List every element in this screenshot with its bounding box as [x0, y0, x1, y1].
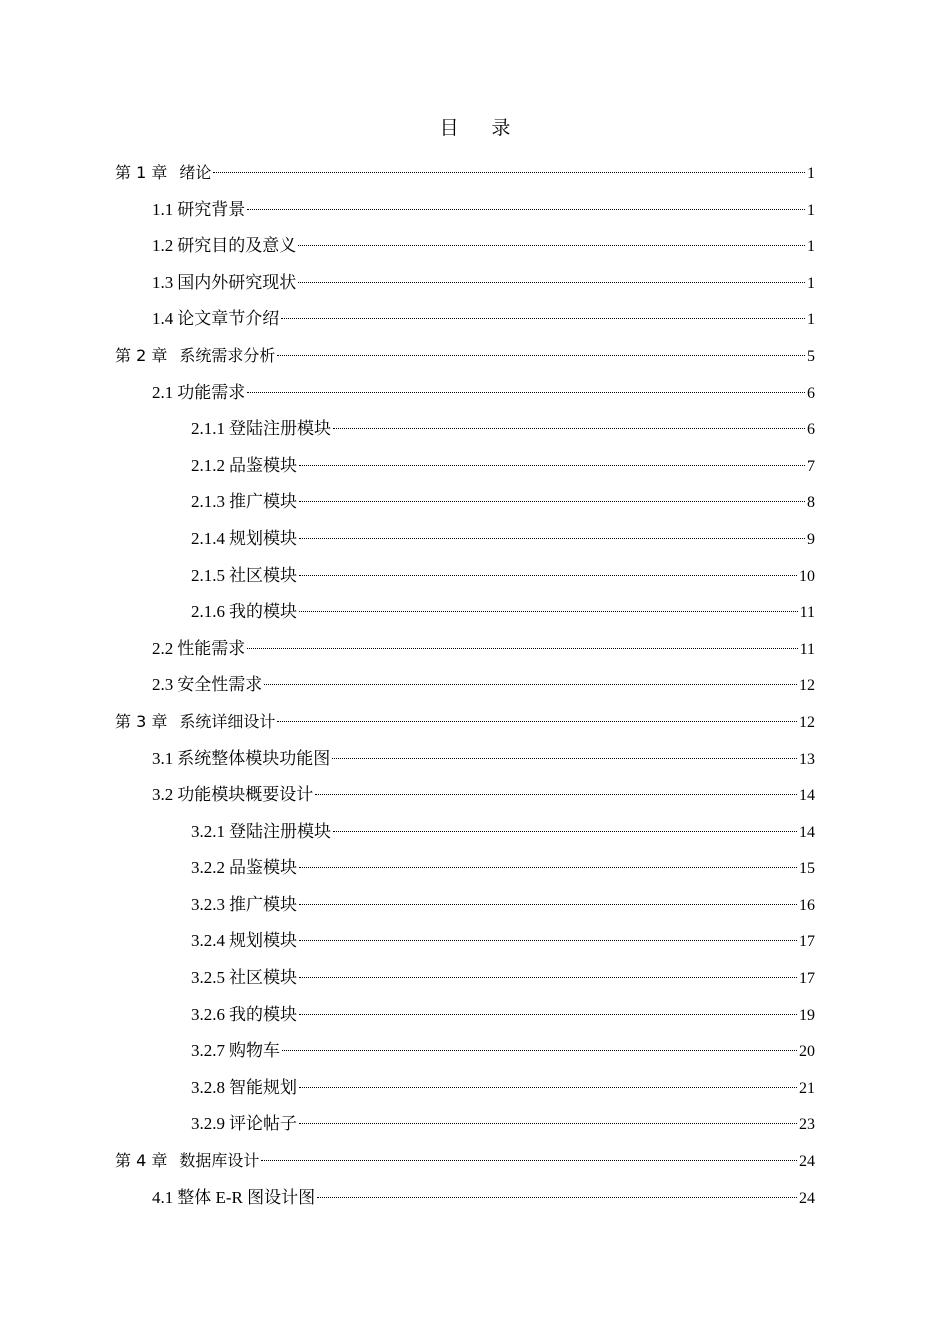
- toc-dot-leader: [298, 282, 805, 283]
- toc-dot-leader: [281, 318, 805, 319]
- toc-entry-level-3[interactable]: [115, 963, 815, 1000]
- toc-dot-leader: [298, 245, 805, 246]
- toc-entry-level-3[interactable]: [115, 487, 815, 524]
- toc-entry-level-2[interactable]: [115, 634, 815, 671]
- toc-entry-page: 12: [799, 677, 815, 695]
- page-title: 目 录: [439, 118, 525, 139]
- toc-entry-title: 推广模块: [229, 894, 297, 914]
- toc-entry-page: 21: [799, 1079, 815, 1097]
- toc-dot-leader: [264, 684, 797, 685]
- toc-entry-number: 3.2.3: [191, 894, 225, 914]
- toc-entry-title: 登陆注册模块: [229, 419, 331, 439]
- toc-entry-title: 购物车: [229, 1041, 280, 1061]
- toc-entry-title: 研究目的及意义: [177, 236, 297, 256]
- toc-entry-page: 1: [807, 238, 815, 256]
- toc-dot-leader: [299, 538, 805, 539]
- toc-entry-page: 7: [807, 457, 815, 475]
- toc-dot-leader: [299, 575, 797, 576]
- toc-entry-page: 24: [799, 1189, 815, 1207]
- toc-entry-level-3[interactable]: [115, 1109, 815, 1146]
- toc-entry-level-3[interactable]: [115, 890, 815, 927]
- toc-dot-leader: [299, 1014, 797, 1015]
- toc-entry-level-3[interactable]: [115, 926, 815, 963]
- toc-entry-title: 规划模块: [229, 931, 297, 951]
- toc-dot-leader: [315, 794, 797, 795]
- toc-entry-title: 我的模块: [229, 602, 297, 622]
- toc-entry-page: 8: [807, 494, 815, 512]
- toc-entry-number: 2.1.1: [191, 419, 225, 439]
- toc-entry-number: 3.2.7: [191, 1041, 225, 1061]
- toc-entry-title: 系统详细设计: [179, 711, 276, 731]
- toc-entry-page: 12: [799, 713, 815, 731]
- toc-entry-page: 1: [807, 165, 815, 182]
- toc-entry-number: 3.1: [152, 748, 174, 768]
- toc-entry-level-3[interactable]: [115, 1000, 815, 1037]
- toc-entry-level-2[interactable]: [115, 744, 815, 781]
- toc-entry-level-2[interactable]: [115, 304, 815, 341]
- toc-dot-leader: [213, 172, 805, 173]
- toc-entry-level-3[interactable]: [115, 1073, 815, 1110]
- toc-entry-level-3[interactable]: [115, 524, 815, 561]
- toc-entry-number: 1.2: [152, 236, 174, 256]
- toc-entry-title: 论文章节介绍: [177, 309, 280, 329]
- toc-entry-page: 14: [799, 787, 815, 805]
- toc-entry-page: 24: [799, 1153, 815, 1171]
- toc-entry-number: 1.1: [152, 199, 174, 219]
- toc-entry-level-1[interactable]: [115, 1146, 815, 1183]
- toc-entry-number: 3.2.1: [191, 821, 225, 841]
- toc-entry-level-2[interactable]: [115, 268, 815, 305]
- toc-entry-level-2[interactable]: [115, 670, 815, 707]
- toc-entry-page: 11: [799, 640, 815, 658]
- toc-entry-page: 20: [799, 1043, 815, 1061]
- toc-dot-leader: [299, 867, 797, 868]
- toc-entry-title: 评论帖子: [229, 1114, 297, 1134]
- toc-entry-title: 研究背景: [177, 199, 246, 219]
- toc-entry-page: 15: [799, 860, 815, 878]
- toc-entry-number: 3.2.6: [191, 1004, 225, 1024]
- toc-entry-page: 17: [799, 970, 815, 988]
- toc-entry-number: 第 2 章: [115, 345, 168, 365]
- toc-entry-number: 2.1.2: [191, 455, 225, 475]
- toc-entry-page: 19: [799, 1006, 815, 1024]
- toc-entry-title: 社区模块: [229, 968, 297, 988]
- toc-entry-number: 2.1.3: [191, 492, 225, 512]
- toc-entry-number: 第 4 章: [115, 1151, 168, 1171]
- toc-entry-number: 2.1.6: [191, 602, 225, 622]
- toc-entry-number: 第 3 章: [115, 711, 168, 731]
- toc-entry-level-2[interactable]: [115, 231, 815, 268]
- toc-entry-page: 11: [799, 604, 815, 622]
- toc-entry-title: 规划模块: [229, 528, 297, 548]
- toc-dot-leader: [299, 1087, 797, 1088]
- toc-entry-level-2[interactable]: [115, 780, 815, 817]
- toc-dot-leader: [247, 392, 805, 393]
- toc-entry-title: 品鉴模块: [229, 858, 297, 878]
- toc-entry-page: 6: [807, 421, 815, 439]
- toc-entry-level-3[interactable]: [115, 853, 815, 890]
- toc-entry-level-2[interactable]: [115, 1183, 815, 1220]
- toc-entry-level-1[interactable]: [115, 707, 815, 744]
- toc-entry-number: 2.2: [152, 638, 174, 658]
- toc-entry-level-3[interactable]: [115, 414, 815, 451]
- toc-entry-title: 社区模块: [229, 565, 297, 585]
- toc-entry-level-3[interactable]: [115, 451, 815, 488]
- toc-entry-page: 5: [807, 347, 815, 365]
- toc-entry-title: 国内外研究现状: [177, 272, 297, 292]
- toc-entry-title: 推广模块: [229, 492, 297, 512]
- toc-dot-leader: [247, 209, 805, 210]
- toc-dot-leader: [299, 611, 798, 612]
- toc-entry-number: 3.2.5: [191, 968, 225, 988]
- toc-entry-number: 3.2.2: [191, 858, 225, 878]
- toc-entry-number: 4.1: [152, 1187, 174, 1207]
- toc-entry-page: 14: [799, 823, 815, 841]
- toc-dot-leader: [299, 940, 797, 941]
- toc-entry-page: 17: [799, 933, 815, 951]
- toc-entry-page: 13: [799, 750, 815, 768]
- toc-entry-title: 系统整体模块功能图: [177, 748, 331, 768]
- toc-entry-title: 系统需求分析: [179, 345, 276, 365]
- toc-dot-leader: [333, 831, 797, 832]
- toc-dot-leader: [299, 977, 797, 978]
- toc-entry-page: 23: [799, 1116, 815, 1134]
- toc-dot-leader: [333, 428, 805, 429]
- toc-entry-page: 16: [799, 896, 815, 914]
- toc-entry-number: 3.2.4: [191, 931, 225, 951]
- toc-entry-number: 2.3: [152, 675, 174, 695]
- toc-entry-level-3[interactable]: [115, 817, 815, 854]
- toc-entry-page: 9: [807, 530, 815, 548]
- toc-entry-page: 10: [799, 567, 815, 585]
- toc-entry-page: 1: [807, 274, 815, 292]
- toc-dot-leader: [299, 1123, 797, 1124]
- toc-dot-leader: [299, 465, 805, 466]
- toc-entry-title: 功能需求: [177, 382, 246, 402]
- toc-entry-title: 品鉴模块: [229, 455, 297, 475]
- toc-entry-page: 1: [807, 311, 815, 329]
- toc-entry-level-3[interactable]: [115, 561, 815, 598]
- toc-entry-title: 性能需求: [177, 638, 246, 658]
- toc-entry-page: 1: [807, 201, 815, 219]
- toc-entry-number: 2.1.5: [191, 565, 225, 585]
- toc-dot-leader: [277, 355, 805, 356]
- toc-entry-title: 登陆注册模块: [229, 821, 331, 841]
- toc-entry-number: 2.1.4: [191, 528, 225, 548]
- toc-entry-number: 3.2: [152, 785, 174, 805]
- toc-dot-leader: [261, 1160, 797, 1161]
- toc-entry-number: 第 1 章: [115, 163, 168, 182]
- toc-entry-title: 我的模块: [229, 1004, 297, 1024]
- toc-entry-level-3[interactable]: [115, 1036, 815, 1073]
- toc-dot-leader: [299, 904, 797, 905]
- toc-entry-title: 整体 E-R 图设计图: [177, 1187, 316, 1207]
- toc-entry-title: 智能规划: [229, 1077, 297, 1097]
- toc-entry-number: 2.1: [152, 382, 174, 402]
- toc-entry-number: 3.2.8: [191, 1077, 225, 1097]
- toc-entry-number: 1.3: [152, 272, 174, 292]
- toc-entry-level-1[interactable]: [115, 158, 815, 195]
- toc-dot-leader: [332, 758, 797, 759]
- toc-entry-level-3[interactable]: [115, 597, 815, 634]
- toc-entry-title: 绪论: [179, 163, 212, 182]
- toc-dot-leader: [282, 1050, 797, 1051]
- toc-entry-title: 数据库设计: [179, 1151, 260, 1171]
- toc-entry-title: 安全性需求: [177, 675, 263, 695]
- toc-entry-level-2[interactable]: [115, 378, 815, 415]
- table-of-contents: [115, 158, 815, 1219]
- toc-dot-leader: [247, 648, 797, 649]
- toc-entry-number: 3.2.9: [191, 1114, 225, 1134]
- toc-entry-page: 6: [807, 384, 815, 402]
- toc-entry-number: 1.4: [152, 309, 174, 329]
- toc-entry-title: 功能模块概要设计: [177, 785, 314, 805]
- toc-entry-level-1[interactable]: [115, 341, 815, 378]
- toc-dot-leader: [299, 501, 805, 502]
- toc-dot-leader: [317, 1197, 797, 1198]
- toc-entry-level-2[interactable]: [115, 195, 815, 232]
- toc-dot-leader: [277, 721, 797, 722]
